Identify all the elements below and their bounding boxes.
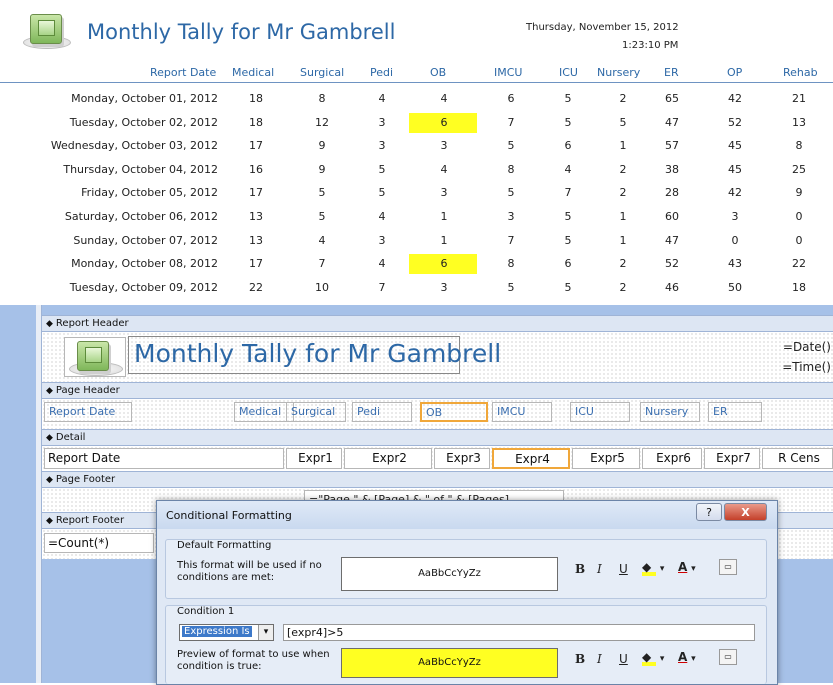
row-date: Thursday, October 04, 2012 <box>63 162 218 176</box>
row-value: 2 <box>619 186 627 200</box>
report-header-section[interactable] <box>42 332 833 382</box>
row-value: 2 <box>619 92 627 105</box>
date-control[interactable]: =Date() <box>782 340 831 354</box>
row-value: 6 <box>564 139 572 153</box>
condition-expression-input[interactable]: [expr4]>5 <box>283 624 755 641</box>
row-value: 3 <box>378 233 386 247</box>
row-value: 5 <box>378 162 386 176</box>
column-header: Rehab <box>783 66 818 79</box>
detail-field[interactable]: Expr4 <box>492 448 570 469</box>
condition-type-value: Expression Is <box>184 626 250 637</box>
enable-disable-icon[interactable]: ▭ <box>719 559 737 575</box>
page-header-section[interactable] <box>42 399 833 429</box>
report-footer-band[interactable]: ◆ Report Footer <box>42 512 833 529</box>
row-value: 1 <box>619 233 627 247</box>
row-value: 45 <box>728 162 742 176</box>
row-value: 6 <box>440 257 448 271</box>
page-header-label[interactable]: Nursery <box>640 402 700 422</box>
row-value: 46 <box>665 280 679 294</box>
font-color-icon: A <box>678 560 688 574</box>
row-value: 0 <box>731 233 739 247</box>
row-value: 3 <box>378 115 386 129</box>
chevron-down-icon: ▾ <box>691 654 696 664</box>
row-value: 5 <box>564 233 572 247</box>
row-value: 5 <box>378 186 386 200</box>
row-value: 17 <box>249 186 263 200</box>
row-value: 47 <box>665 233 679 247</box>
fill-color-button[interactable] <box>642 650 664 666</box>
chevron-down-icon: ▾ <box>258 625 273 640</box>
help-button[interactable]: ? <box>696 503 722 521</box>
row-value: 52 <box>665 257 679 271</box>
row-date: Friday, October 05, 2012 <box>81 186 218 200</box>
row-value: 7 <box>507 233 515 247</box>
row-value: 57 <box>665 139 679 153</box>
detail-field[interactable]: Expr7 <box>704 448 760 469</box>
close-button[interactable] <box>724 503 767 521</box>
row-value: 4 <box>564 162 572 176</box>
row-value: 5 <box>507 186 515 200</box>
page-header-label[interactable]: ICU <box>570 402 630 422</box>
row-value: 2 <box>619 257 627 271</box>
row-value: 5 <box>564 115 572 129</box>
row-value: 6 <box>564 257 572 271</box>
logo-control[interactable] <box>64 337 126 377</box>
bold-button[interactable]: B <box>575 652 586 666</box>
row-value: 13 <box>249 233 263 247</box>
chevron-down-icon: ▾ <box>659 654 665 664</box>
row-value: 5 <box>318 210 326 223</box>
row-value: 5 <box>564 210 572 223</box>
detail-field[interactable]: Expr3 <box>434 448 490 469</box>
row-value: 1 <box>619 210 627 223</box>
row-date: Tuesday, October 02, 2012 <box>69 115 218 129</box>
band-arrow-icon: ◆ <box>46 516 53 526</box>
row-value: 9 <box>795 186 803 200</box>
detail-field[interactable]: Expr5 <box>572 448 640 469</box>
row-value: 8 <box>507 162 515 176</box>
page-header-label[interactable]: Surgical <box>286 402 346 422</box>
default-formatting-group <box>165 539 767 599</box>
row-value: 12 <box>315 115 329 129</box>
row-value: 5 <box>564 92 572 105</box>
report-logo-icon <box>30 14 62 44</box>
row-date: Monday, October 01, 2012 <box>71 92 218 105</box>
header-title-text: Monthly Tally for Mr Gambrell <box>134 339 502 368</box>
row-value: 21 <box>792 92 806 105</box>
row-date: Tuesday, October 09, 2012 <box>69 280 218 294</box>
row-value: 9 <box>318 162 326 176</box>
row-value: 10 <box>315 280 329 294</box>
chevron-down-icon: ▾ <box>659 564 665 574</box>
page-header-band[interactable]: ◆ Page Header <box>42 382 833 399</box>
column-header: OP <box>727 66 743 79</box>
column-header: Nursery <box>597 66 641 79</box>
row-value: 3 <box>440 280 448 294</box>
row-date: Sunday, October 07, 2012 <box>73 233 218 247</box>
page-header-label[interactable]: OB <box>420 402 488 422</box>
row-date: Saturday, October 06, 2012 <box>64 210 218 223</box>
band-arrow-icon: ◆ <box>46 386 53 396</box>
header-rule <box>0 82 833 83</box>
row-value: 4 <box>318 233 326 247</box>
detail-field[interactable]: Expr1 <box>286 448 342 469</box>
row-value: 18 <box>792 280 806 294</box>
fill-bucket-icon: ◆ <box>642 650 656 666</box>
row-value: 65 <box>665 92 679 105</box>
enable-disable-icon[interactable]: ▭ <box>719 649 737 665</box>
row-value: 50 <box>728 280 742 294</box>
detail-field[interactable]: R Cens <box>762 448 833 469</box>
row-value: 4 <box>440 162 448 176</box>
row-value: 8 <box>507 257 515 271</box>
row-value: 4 <box>378 257 386 271</box>
row-value: 7 <box>507 115 515 129</box>
row-value: 5 <box>507 280 515 294</box>
column-header: IMCU <box>494 66 523 79</box>
detail-section[interactable] <box>42 446 833 471</box>
column-header: Medical <box>232 66 275 79</box>
row-value: 7 <box>564 186 572 200</box>
condition-format-preview: AaBbCcYyZz <box>341 648 558 678</box>
row-value: 7 <box>378 280 386 294</box>
font-color-button[interactable] <box>678 650 696 664</box>
band-arrow-icon: ◆ <box>46 433 53 443</box>
row-value: 47 <box>665 115 679 129</box>
row-value: 45 <box>728 139 742 153</box>
default-formatting-title: Default Formatting <box>177 540 272 551</box>
detail-field[interactable]: Expr6 <box>642 448 702 469</box>
column-header: ER <box>664 66 679 79</box>
row-value: 22 <box>792 257 806 271</box>
row-value: 18 <box>249 92 263 105</box>
row-value: 3 <box>378 139 386 153</box>
font-color-icon: A <box>678 650 688 664</box>
row-value: 52 <box>728 115 742 129</box>
row-value: 5 <box>619 115 627 129</box>
row-value: 13 <box>792 115 806 129</box>
row-value: 0 <box>795 233 803 247</box>
band-arrow-icon: ◆ <box>46 319 53 329</box>
row-value: 8 <box>318 92 326 105</box>
default-format-preview: AaBbCcYyZz <box>341 557 558 591</box>
row-value: 4 <box>440 92 448 105</box>
condition-1-group <box>165 605 767 684</box>
row-date: Wednesday, October 03, 2012 <box>50 139 218 153</box>
row-value: 7 <box>318 257 326 271</box>
row-value: 9 <box>318 139 326 153</box>
detail-band[interactable]: ◆ Detail <box>42 429 833 446</box>
fill-color-button[interactable] <box>642 560 664 576</box>
row-value: 2 <box>619 280 627 294</box>
italic-button[interactable]: I <box>597 562 602 576</box>
row-value: 5 <box>507 139 515 153</box>
run-time: 1:23:10 PM <box>622 40 679 51</box>
default-format-description: This format will be used if no conditions are met: <box>177 560 322 583</box>
row-value: 22 <box>249 280 263 294</box>
column-header: Report Date <box>150 66 217 79</box>
row-value: 28 <box>665 186 679 200</box>
run-date: Thursday, November 15, 2012 <box>526 22 679 33</box>
row-value: 25 <box>792 162 806 176</box>
row-value: 3 <box>731 210 739 223</box>
column-header: Surgical <box>300 66 345 79</box>
dialog-title: Conditional Formatting <box>166 509 292 522</box>
row-value: 5 <box>318 186 326 200</box>
column-header: OB <box>430 66 447 79</box>
design-logo-icon <box>77 341 109 371</box>
count-control[interactable]: =Count(*) <box>44 533 154 553</box>
row-value: 5 <box>564 280 572 294</box>
row-value: 2 <box>619 162 627 176</box>
chevron-down-icon: ▾ <box>691 564 696 574</box>
row-value: 1 <box>619 139 627 153</box>
condition-preview-description: Preview of format to use when condition is true: <box>177 649 330 672</box>
row-value: 38 <box>665 162 679 176</box>
report-title: Monthly Tally for Mr Gambrell <box>87 20 396 44</box>
condition-type-select[interactable] <box>179 624 274 641</box>
page-header-label[interactable]: Pedi <box>352 402 412 422</box>
close-icon: X <box>741 506 750 519</box>
row-value: 0 <box>795 210 803 223</box>
condition-1-title: Condition 1 <box>177 606 235 617</box>
row-value: 16 <box>249 162 263 176</box>
page-footer-band[interactable]: ◆ Page Footer <box>42 471 833 488</box>
row-value: 4 <box>378 92 386 105</box>
row-value: 43 <box>728 257 742 271</box>
row-value: 1 <box>440 210 448 223</box>
band-arrow-icon: ◆ <box>46 475 53 485</box>
italic-button[interactable]: I <box>597 652 602 666</box>
row-value: 4 <box>378 210 386 223</box>
row-value: 42 <box>728 186 742 200</box>
header-title-control[interactable] <box>128 336 502 374</box>
row-value: 3 <box>507 210 515 223</box>
conditional-formatting-dialog[interactable] <box>156 500 778 685</box>
dialog-titlebar[interactable] <box>157 501 777 529</box>
page-header-label[interactable]: ER <box>708 402 762 422</box>
column-header: Pedi <box>370 66 394 79</box>
bold-button[interactable]: B <box>575 562 586 576</box>
row-value: 13 <box>249 210 263 223</box>
page-header-label[interactable]: Report Date <box>44 402 132 422</box>
time-control[interactable]: =Time() <box>782 360 831 374</box>
row-value: 3 <box>440 186 448 200</box>
detail-field[interactable]: Expr2 <box>344 448 432 469</box>
row-date: Monday, October 08, 2012 <box>71 257 218 271</box>
fill-bucket-icon: ◆ <box>642 560 656 576</box>
report-header-band[interactable]: ◆ Report Header <box>42 315 833 332</box>
font-color-button[interactable] <box>678 560 696 574</box>
row-value: 60 <box>665 210 679 223</box>
column-header: ICU <box>559 66 578 79</box>
row-value: 42 <box>728 92 742 105</box>
row-value: 6 <box>440 115 448 129</box>
row-value: 17 <box>249 257 263 271</box>
page-header-label[interactable]: IMCU <box>492 402 552 422</box>
row-value: 1 <box>440 233 448 247</box>
page-header-label[interactable]: Medical <box>234 402 294 422</box>
report-preview <box>0 0 833 305</box>
row-value: 18 <box>249 115 263 129</box>
detail-field[interactable]: Report Date <box>44 448 284 469</box>
underline-button[interactable]: U <box>619 562 628 576</box>
row-value: 8 <box>795 139 803 153</box>
row-value: 17 <box>249 139 263 153</box>
underline-button[interactable]: U <box>619 652 628 666</box>
row-value: 6 <box>507 92 515 105</box>
row-value: 3 <box>440 139 448 153</box>
